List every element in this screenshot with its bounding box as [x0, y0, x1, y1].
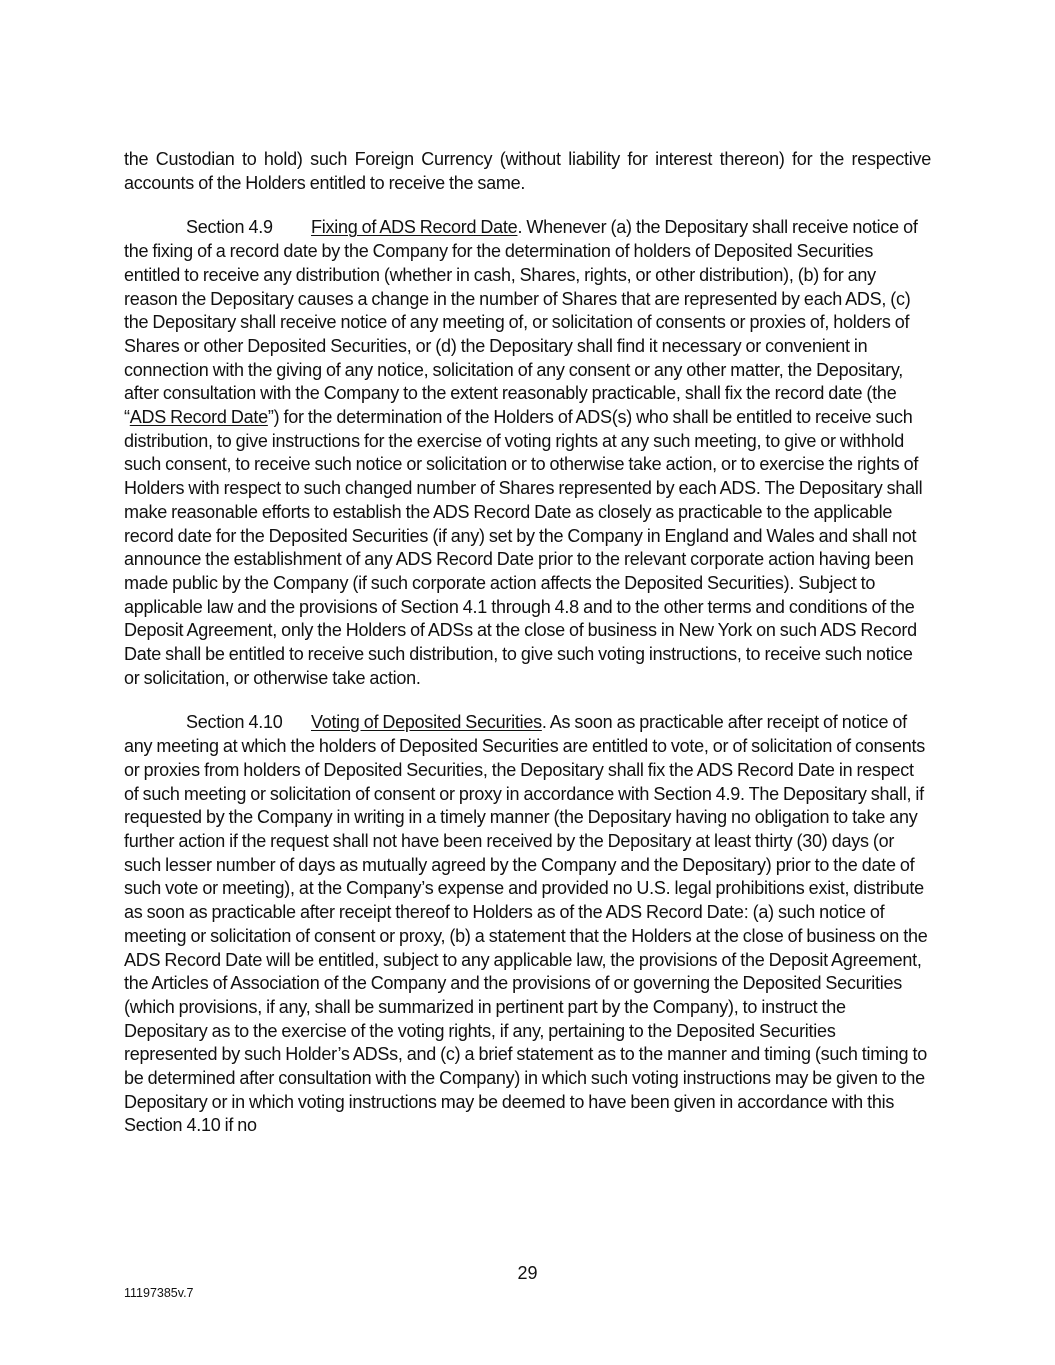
section-4-9-body-part1: . Whenever (a) the Depositary shall receive notice of the fixing of a record date by the Company for the determination of holders of Deposited Securities entitled to receive any distribution (whether in cash, Shares, rights, or other distribution), (b) for any reason the Depositary causes a change in the number of Shares that are represented by each ADS, (c) the Depositary shall receive notice of any meeting of, or solicitation of consents or proxies of, holders of Shares or other Deposited Securities, or (d) the Depositary shall find it necessary or convenient in connection with the giving of any notice, solicitation of any consent or any other matter, the Depositary, after consultation with the Company to the extent reasonably practicable, shall fix the record date (the “: [124, 217, 918, 428]
paragraph-gap: [124, 195, 931, 216]
section-4-10-title: Voting of Deposited Securities: [311, 712, 542, 733]
section-4-10-paragraph: [124, 711, 931, 1138]
section-4-9-body-part2: ”) for the determination of the Holders of ADS(s) who shall be entitled to receive such distribution, to give instructions for the exercise of voting rights at any such meeting, to give or withhold such consent, to receive such notice or solicitation or to otherwise take action, or to exercise the rights of Holders with respect to such changed number of Shares represented by each ADS. The Depositary shall make reasonable efforts to establish the ADS Record Date as closely as practicable to the applicable record date for the Deposited Securities (if any) set by the Company in England and Wales and shall not announce the establishment of any ADS Record Date prior to the relevant corporate action having been made public by the Company (if such corporate action affects the Deposited Securities). Subject to applicable law and the provisions of Section 4.1 through 4.8 and to the other terms and conditions of the Deposit Agreement, only the Holders of ADSs at the close of business in New York on such ADS Record Date shall be entitled to receive such distribution, to give such voting instructions, to receive such notice or solicitation, or otherwise take action.: [124, 407, 923, 688]
paragraph-gap: [124, 690, 931, 711]
section-4-10-number: Section 4.10: [186, 712, 283, 733]
opening-paragraph: the Custodian to hold) such Foreign Currency (without liability for interest thereon) for the respective accounts of the Holders entitled to receive the same.: [124, 149, 931, 193]
document-id: 11197385v.7: [124, 1286, 194, 1300]
page-number: 29: [517, 1263, 538, 1283]
section-4-9-title: Fixing of ADS Record Date: [311, 217, 518, 238]
section-4-9-paragraph: [124, 216, 931, 690]
ads-record-date-defined-term: ADS Record Date: [129, 407, 268, 428]
document-body: [124, 148, 931, 1138]
section-4-9-number: Section 4.9: [186, 217, 273, 238]
section-4-10-body: . As soon as practicable after receipt of notice of any meeting at which the holders of Deposited Securities are entitled to vote, or of solicitation of consents or proxies from holders of Deposited Securities, the Depositary shall fix the ADS Record Date in respect of such meeting or solicitation of consent or proxy in accordance with Section 4.9. The Depositary shall, if requested by the Company in writing in a timely manner (the Depositary having no obligation to take any further action if the request shall not have been received by the Depositary at least thirty (30) days (or such lesser number of days as mutually agreed by the Company and the Depositary) prior to the date of such vote or meeting), at the Company’s expense and provided no U.S. legal prohibitions exist, distribute as soon as practicable after receipt thereof to Holders as of the ADS Record Date: (a) such notice of meeting or solicitation of consent or proxy, (b) a statement that the Holders at the close of business on the ADS Record Date will be entitled, subject to any applicable law, the provisions of the Deposit Agreement, the Articles of Association of the Company and the provisions of or governing the Deposited Securities (which provisions, if any, shall be summarized in pertinent part by the Company), to instruct the Depositary as to the exercise of the voting rights, if any, pertaining to the Deposited Securities represented by such Holder’s ADSs, and (c) a brief statement as to the manner and timing (such timing to be determined after consultation with the Company) in which such voting instructions may be given to the Depositary or in which voting instructions may be deemed to have been given in accordance with this Section 4.10 if no: [124, 712, 928, 1136]
